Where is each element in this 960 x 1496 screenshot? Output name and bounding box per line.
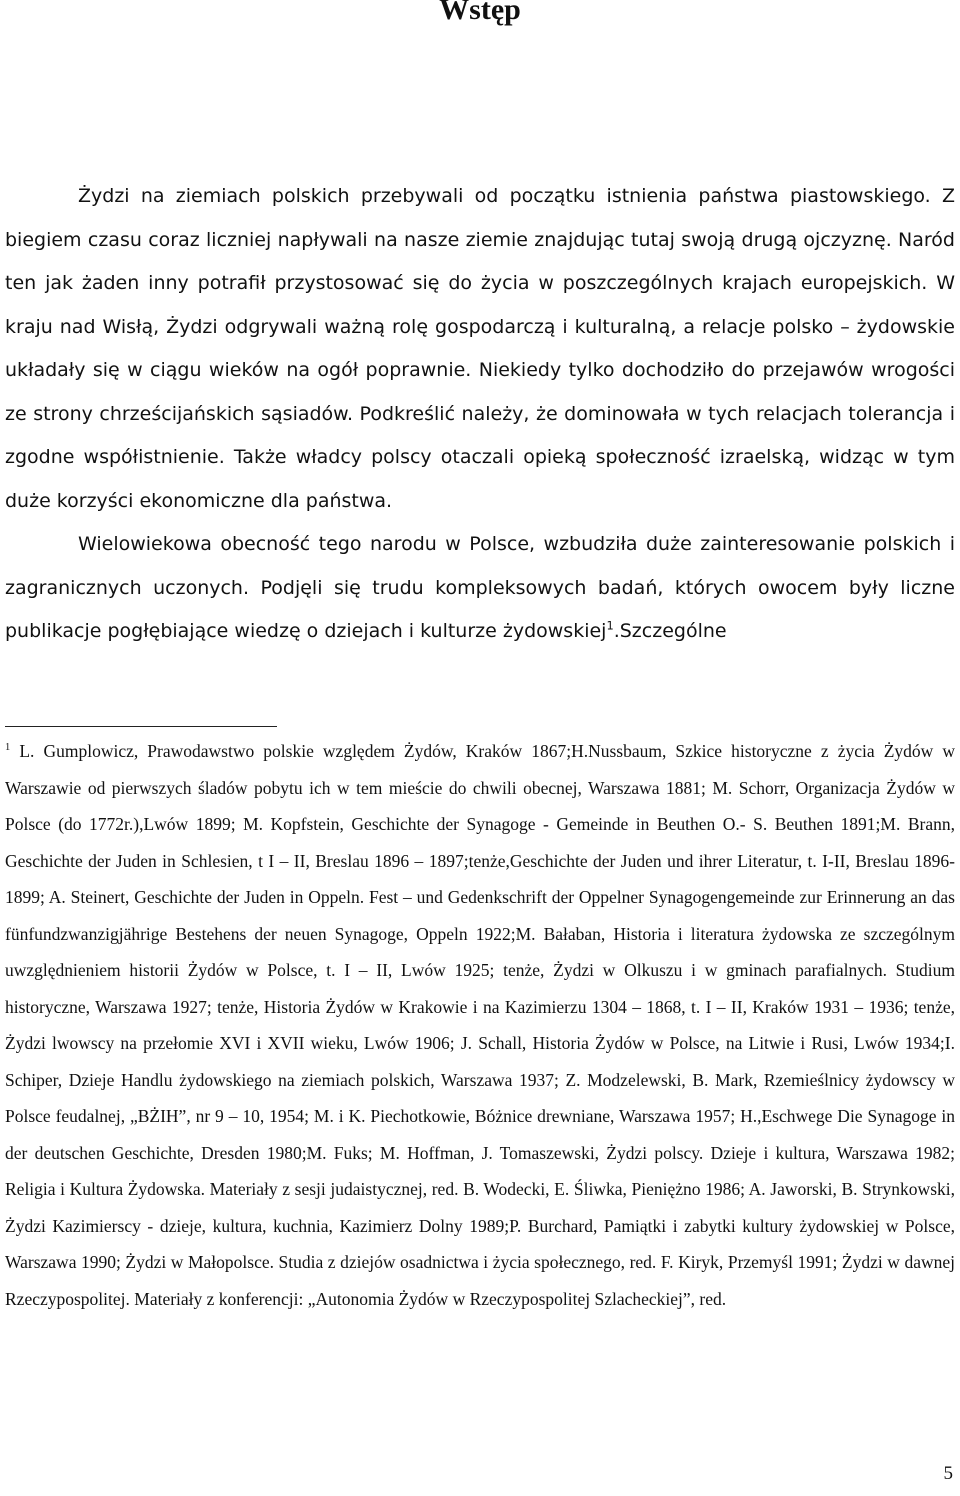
page-title: Wstęp bbox=[439, 0, 521, 26]
footnote-reference: 1 bbox=[606, 618, 614, 633]
footnote-marker: 1 bbox=[5, 742, 11, 754]
paragraph-2-continuation: .Szczególne bbox=[613, 620, 727, 642]
footnotes bbox=[5, 733, 955, 1317]
paragraph-2-text: Wielowiekowa obecność tego narodu w Polsce, wzbudziła duże zainteresowanie polskich i zagranicznych uczonych. Podjęli się trudu kompleksowych badań, których owocem były liczne publikacje pogłębiające wiedzę o dziejach i kulturze żydowskiej bbox=[5, 533, 955, 642]
footnote-text: L. Gumplowicz, Prawodawstwo polskie względem Żydów, Kraków 1867;H.Nussbaum, Szkice historyczne z życia Żydów w Warszawie od pierwszych śladów pobytu ich w tem mieście do chwili obecnej, Warszawa 1881; M. Schorr, Organizacja Żydów w Polsce (do 1772r.),Lwów 1899; M. Kopfstein, Geschichte der Synagoge - Gemeinde in Beuthen O.- S. Beuthen 1891;M. Brann, Geschichte der Juden in Schlesien, t I – II, Breslau 1896 – 1897;tenże,Geschichte der Juden und ihrer Literatur, t. I-II, Breslau 1896-1899; A. Steinert, Geschichte der Juden in Oppeln. Fest – und Gedenkschrift der Oppelner Synagogengemeinde zur Erinnerung an das fünfundzwanzigjährige Bestehens der neuen Synagoge, Oppeln 1922;M. Bałaban, Historia i literatura żydowska ze szczególnym uwzględnieniem historii Żydów w Polsce, t. I – II, Lwów 1925; tenże, Żydzi w Olkuszu i w gminach parafialnych. Studium historyczne, Warszawa 1927; tenże, Historia Żydów w Krakowie i na Kazimierzu 1304 – 1868, t. I – II, Kraków 1931 – 1936; tenże, Żydzi lwowscy na przełomie XVI i XVII wieku, Lwów 1906; J. Schall, Historia Żydów w Polsce, na Litwie i Rusi, Lwów 1934;I. Schiper, Dzieje Handlu żydowskiego na ziemiach polskich, Warszawa 1937; Z. Modzelewski, B. Mark, Rzemieślnicy żydowscy w Polsce feudalnej, „BŻIH”, nr 9 – 10, 1954; M. i K. Piechotkowie, Bóżnice drewniane, Warszawa 1957; H.,Eschwege Die Synagoge in der deutschen Geschichte, Dresden 1980;M. Fuks; M. Hoffman, J. Tomaszewski, Żydzi polscy. Dzieje i kultura, Warszawa 1982; Religia i Kultura Żydowska. Materiały z sesji judaistycznej, red. B. Wodecki, E. Śliwka, Pieniężno 1986; A. Jaworski, B. Strynkowski, Żydzi Kazimierscy - dzieje, kultura, kuchnia, Kazimierz Dolny 1989;P. Burchard, Pamiątki i zabytki kultury żydowskiej w Polsce, Warszawa 1990; Żydzi w Małopolsce. Studia z dziejów osadnictwa i życia społecznego, red. F. Kiryk, Przemyśl 1991; Żydzi w dawnej Rzeczypospolitej. Materiały z konferencji: „Autonomia Żydów w Rzeczypospolitej Szlacheckiej”, red. bbox=[5, 741, 955, 1309]
footnote-separator bbox=[5, 726, 277, 727]
paragraph-2 bbox=[5, 523, 955, 654]
paragraph-1: Żydzi na ziemiach polskich przebywali od początku istnienia państwa piastowskiego. Z biegiem czasu coraz liczniej napływali na nasze ziemie znajdując tutaj swoją drugą ojczyznę. Naród ten jak żaden inny potrafił przystosować się do życia w poszczególnych krajach europejskich. W kraju nad Wisłą, Żydzi odgrywali ważną rolę gospodarczą i kulturalną, a relacje polsko – żydowskie układały się w ciągu wieków na ogół poprawnie. Niekiedy tylko dochodziło do przejawów wrogości ze strony chrześcijańskich sąsiadów. Podkreślić należy, że dominowała w tych relacjach tolerancja i zgodne współistnienie. Także władcy polscy otaczali opieką społeczność izraelską, widząc w tym duże korzyści ekonomiczne dla państwa. bbox=[5, 185, 955, 512]
main-text bbox=[5, 175, 955, 654]
footnote-1 bbox=[5, 733, 955, 1317]
page-number: 5 bbox=[943, 1463, 953, 1484]
